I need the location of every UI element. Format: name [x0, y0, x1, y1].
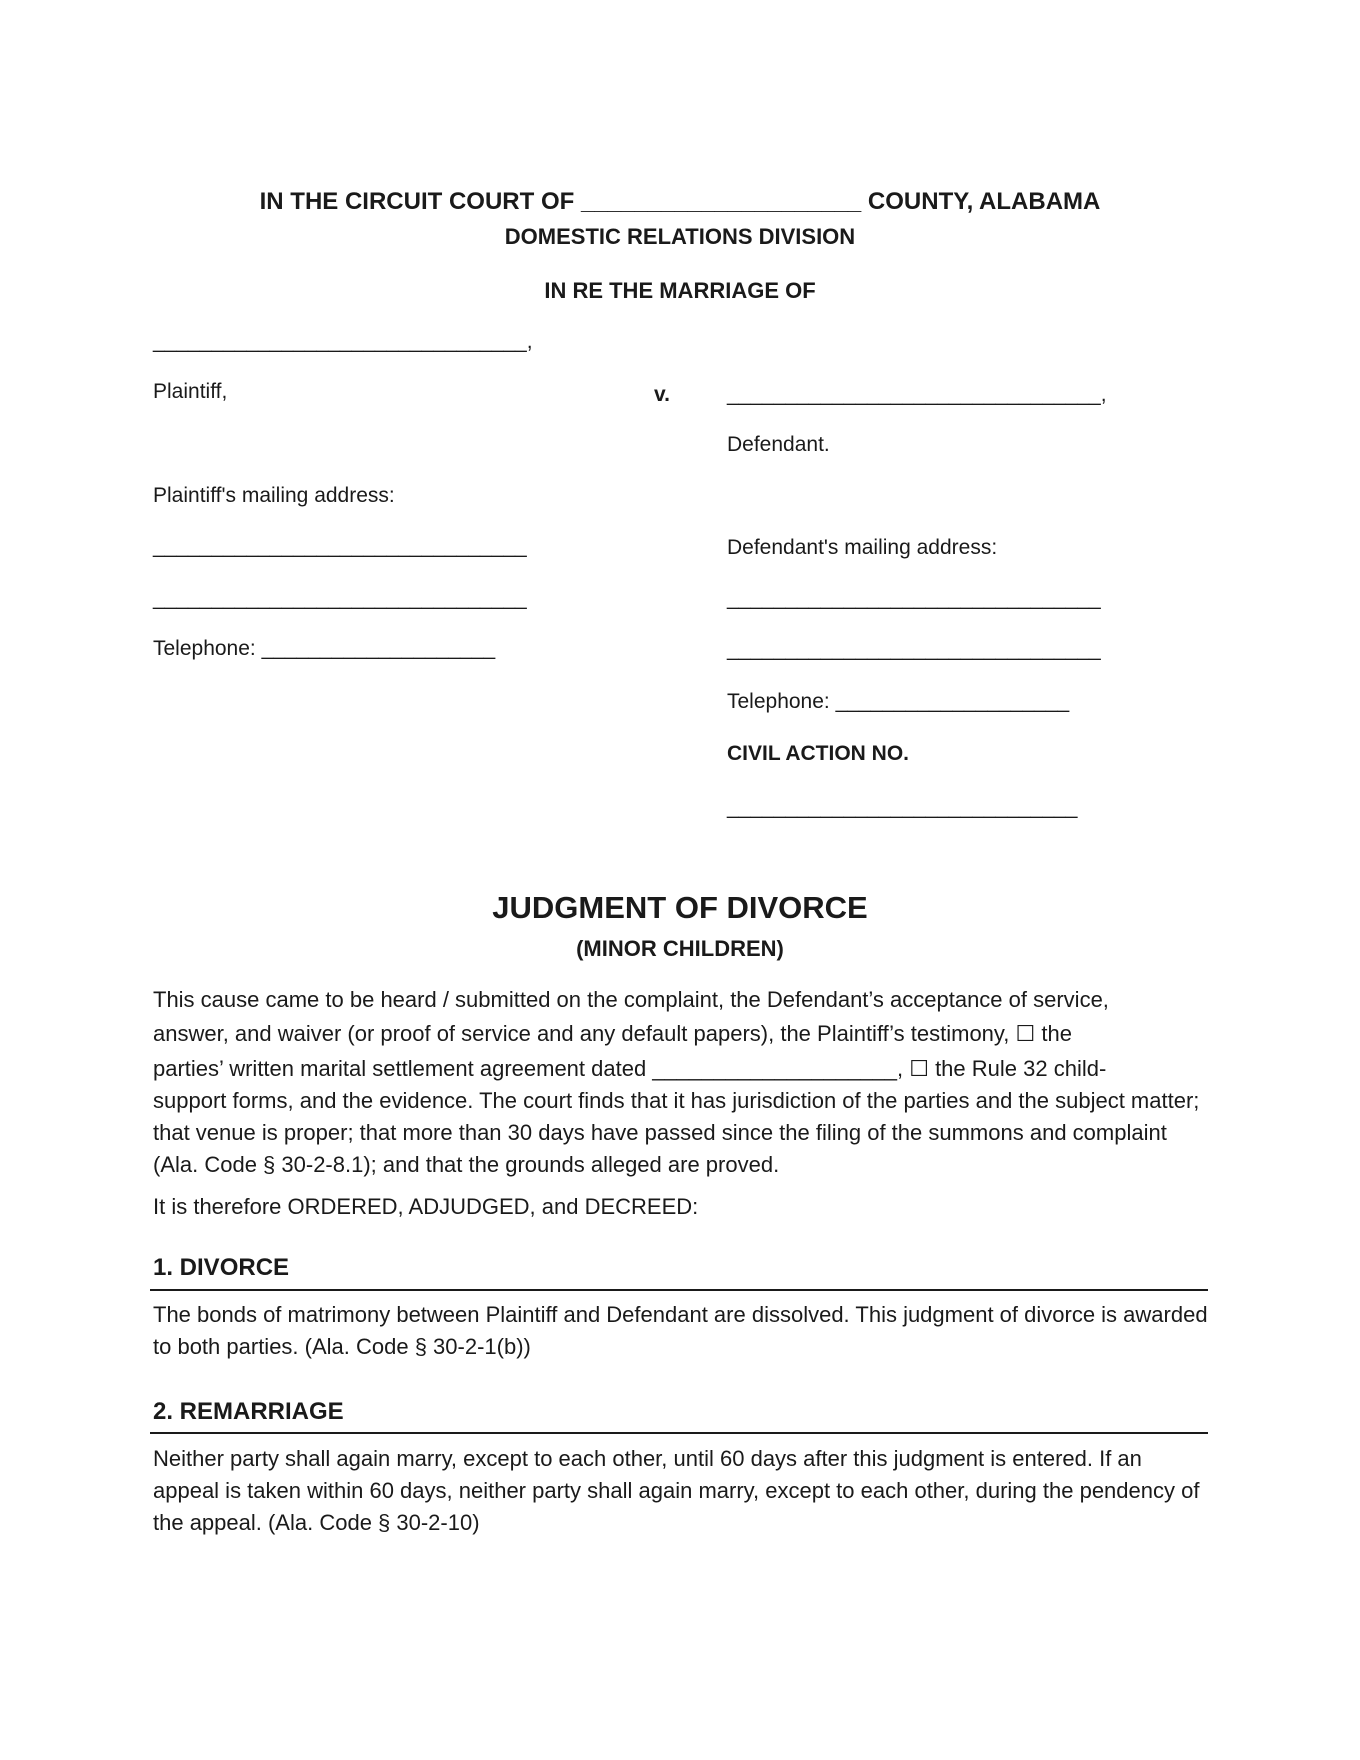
defendant-label: Defendant.: [727, 433, 830, 456]
plaintiff-telephone: Telephone: ____________________: [153, 637, 496, 660]
defendant-name-blank: ________________________________,: [727, 383, 1107, 406]
intro-line-1: This cause came to be heard / submitted on the complaint, the Defendant’s acceptance of service,: [153, 987, 1109, 1012]
division-line: DOMESTIC RELATIONS DIVISION: [504, 224, 856, 249]
findings-paragraph: support forms, and the evidence. The court finds that it has jurisdiction of the parties and the subject matter; that venue is proper; that more than 30 days have passed since the filing of the summons and complaint (Ala. Code § 30-2-8.1); and that the grounds alleged are proved.: [153, 1088, 1200, 1177]
plaintiff-address-line-2: ________________________________: [153, 587, 527, 610]
section-heading-remarriage: 2. REMARRIAGE: [153, 1398, 344, 1425]
intro-line-3: parties’ written marital settlement agreement dated ____________________, ☐ the Rule 32 child-: [153, 1056, 1107, 1081]
intro-line-2: answer, and waiver (or proof of service and any default papers), the Plaintiff’s testimony, ☐ the: [153, 1021, 1072, 1046]
in-re-line: IN RE THE MARRIAGE OF: [544, 278, 816, 303]
plaintiff-address-label: Plaintiff's mailing address:: [153, 484, 395, 507]
defendant-address-line-1: ________________________________: [727, 587, 1101, 610]
document-title: JUDGMENT OF DIVORCE: [492, 890, 868, 925]
ordered-line: It is therefore ORDERED, ADJUDGED, and DECREED:: [153, 1194, 699, 1219]
court-line: IN THE CIRCUIT COURT OF _____________________ COUNTY, ALABAMA: [259, 188, 1101, 215]
defendant-address-label: Defendant's mailing address:: [727, 536, 998, 559]
document-subtitle: (MINOR CHILDREN): [576, 936, 784, 961]
section-text-divorce: The bonds of matrimony between Plaintiff and Defendant are dissolved. This judgment of divorce is awarded to both parties. (Ala. Code § 30-2-1(b)): [153, 1302, 1208, 1359]
plaintiff-label: Plaintiff,: [153, 380, 228, 403]
section-divider: [150, 1289, 1208, 1291]
plaintiff-name-blank: ________________________________,: [153, 330, 533, 353]
defendant-address-line-2: ________________________________: [727, 638, 1101, 661]
defendant-telephone: Telephone: ____________________: [727, 690, 1070, 713]
versus-label: v.: [654, 383, 670, 406]
section-text-remarriage: Neither party shall again marry, except to each other, until 60 days after this judgment is entered. If an appeal is taken within 60 days, neither party shall again marry, except to each other, during the pendency of the appeal. (Ala. Code § 30-2-10): [153, 1446, 1200, 1535]
section-heading-divorce: 1. DIVORCE: [153, 1254, 290, 1281]
section-divider: [150, 1432, 1208, 1434]
civil-action-blank: ______________________________: [727, 796, 1078, 819]
plaintiff-address-line-1: ________________________________: [153, 535, 527, 558]
civil-action-label: CIVIL ACTION NO.: [727, 742, 910, 765]
